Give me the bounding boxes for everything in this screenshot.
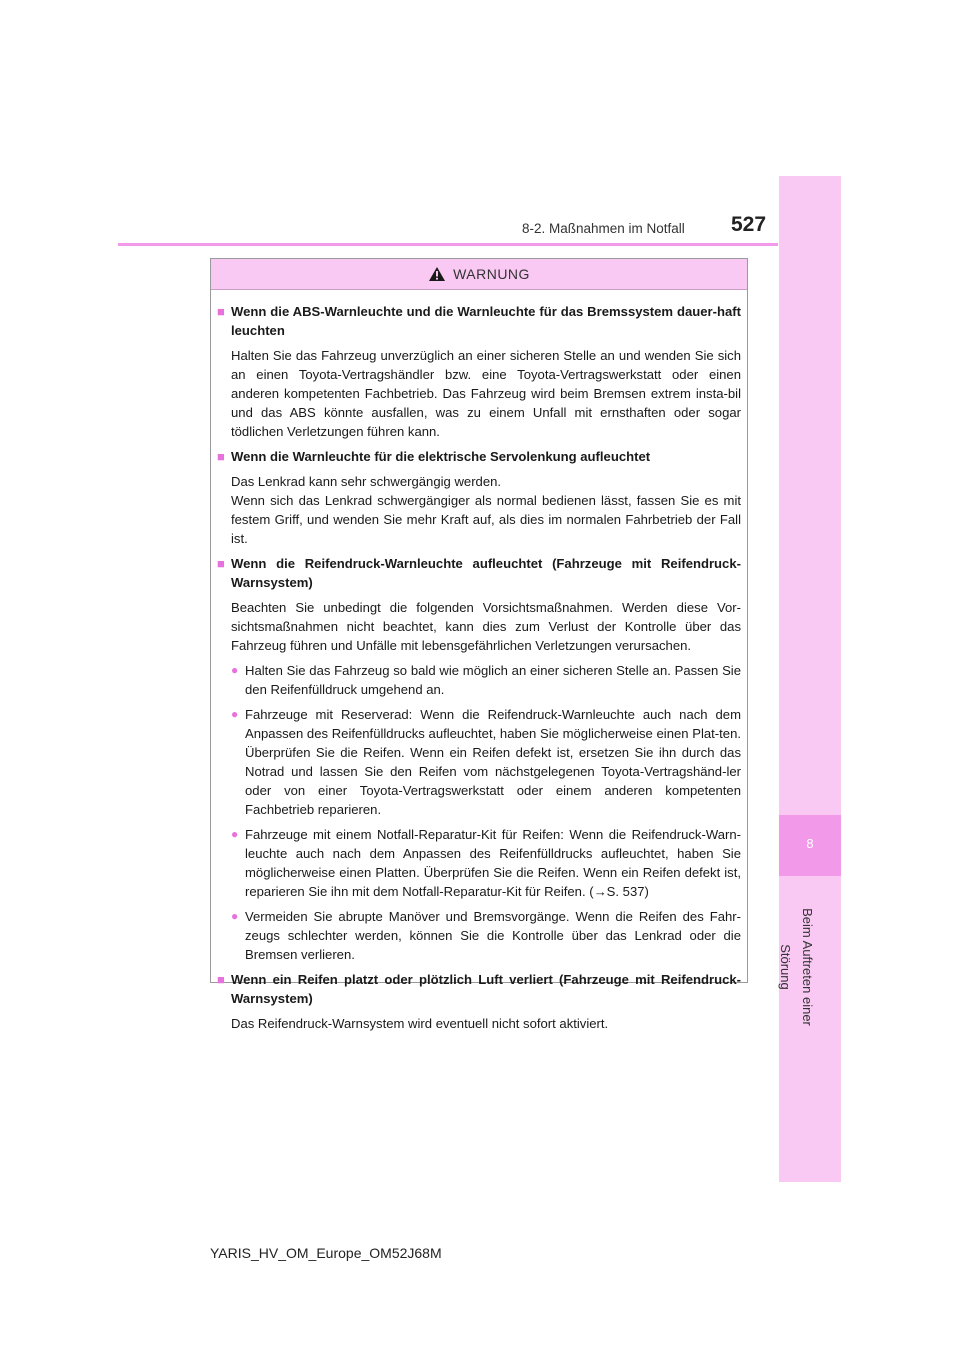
list-item: ● Fahrzeuge mit Reserverad: Wenn die Reifendruck-Warnleuchte auch nach dem Anpassen des Reifenfülldrucks aufleuchtet, haben Sie möglicherweise einen Plat-ten. Überprüfen Sie die Reifen. Wenn ein Reifen defekt ist, ersetzen Sie ihn durch das Notrad und lassen Sie den Reifen vom nächstgelegenen Toyota-Vertragshänd-ler oder von einer Toyota-Vertragswerkstatt oder einem anderen kompetenten Fachbetrieb reparieren. bbox=[231, 707, 741, 817]
warning-item-heading: ■ Wenn die Reifendruck-Warnleuchte aufleuchtet (Fahrzeuge mit Reifendruck-Warnsystem) bbox=[217, 556, 741, 590]
round-bullet-icon: ● bbox=[231, 663, 239, 677]
square-bullet-icon: ■ bbox=[217, 556, 225, 571]
warning-paragraph: Beachten Sie unbedingt die folgenden Vorsichtsmaßnahmen. Werden diese Vor-sichtsmaßnahmen nicht beachtet, kann dies zum Verlust der Kontrolle über das Fahrzeug führen und Unfälle mit lebensgefährlichen Verletzungen verursachen. bbox=[231, 600, 741, 653]
header-rule bbox=[118, 243, 778, 246]
list-item: ● Vermeiden Sie abrupte Manöver und Bremsvorgänge. Wenn die Reifen des Fahr-zeugs schlechter werden, können Sie die Kontrolle über das Lenkrad oder die Bremsen verlieren. bbox=[231, 909, 741, 962]
square-bullet-icon: ■ bbox=[217, 449, 225, 464]
warning-paragraph: Das Lenkrad kann sehr schwergängig werden. bbox=[231, 474, 502, 489]
round-bullet-icon: ● bbox=[231, 909, 239, 923]
chapter-title: Beim Auftreten einer Störung bbox=[778, 908, 815, 1026]
warning-paragraph: Halten Sie das Fahrzeug unverzüglich an einer sicheren Stelle an und wenden Sie sich an einen Toyota-Vertragshändler bzw. eine Toyota-Vertragswerkstatt oder einen anderen kompetenten Fachbetrieb. Das Fahrzeug wird beim Bremsen extrem insta-bil und das ABS könnte ausfallen, was zu einem Unfall mit ernsthaften oder sogar tödlichen Verletzungen führen kann. bbox=[231, 348, 741, 439]
footer-doc-id: YARIS_HV_OM_Europe_OM52J68M bbox=[210, 1245, 442, 1261]
page-number: 527 bbox=[731, 213, 767, 236]
section-title: 8-2. Maßnahmen im Notfall bbox=[522, 221, 685, 236]
warning-item-heading: ■ Wenn ein Reifen platzt oder plötzlich Luft verliert (Fahrzeuge mit Reifendruck-Warnsystem) bbox=[217, 972, 741, 1006]
warning-paragraph: Wenn sich das Lenkrad schwergängiger als normal bedienen lässt, fassen Sie es mit festem Griff, und wenden Sie mehr Kraft auf, als dies im normalen Fahrbetrieb der Fall ist. bbox=[231, 493, 741, 546]
warning-item-heading: ■ Wenn die Warnleuchte für die elektrische Servolenkung aufleuchtet bbox=[217, 449, 651, 464]
square-bullet-icon: ■ bbox=[217, 304, 225, 319]
warning-paragraph: Das Reifendruck-Warnsystem wird eventuell nicht sofort aktiviert. bbox=[231, 1016, 609, 1031]
warning-content bbox=[211, 290, 747, 1033]
list-item: ● Halten Sie das Fahrzeug so bald wie möglich an einer sicheren Stelle an. Passen Sie den Reifenfülldruck umgehend an. bbox=[231, 663, 741, 697]
square-bullet-icon: ■ bbox=[217, 972, 225, 987]
warning-title: WARNUNG bbox=[453, 266, 530, 282]
list-item: ● Fahrzeuge mit einem Notfall-Reparatur-Kit für Reifen: Wenn die Reifendruck-Warn-leuchte auch nach dem Anpassen des Reifenfülldrucks aufleuchtet, haben Sie möglicherweise einen Platten. Überprüfen Sie die Reifen. Wenn ein Reifen defekt ist, reparieren Sie ihn mit dem Notfall-Reparatur-Kit für Reifen. (→S. 537) bbox=[231, 827, 741, 899]
warning-header bbox=[211, 259, 747, 290]
round-bullet-icon: ● bbox=[231, 827, 239, 841]
chapter-number: 8 bbox=[806, 836, 814, 851]
round-bullet-icon: ● bbox=[231, 707, 239, 721]
warning-item-heading: ■ Wenn die ABS-Warnleuchte und die Warnleuchte für das Bremssystem dauer-haft leuchten bbox=[217, 304, 741, 338]
warning-triangle-icon bbox=[428, 266, 446, 282]
warning-box bbox=[210, 258, 748, 1031]
